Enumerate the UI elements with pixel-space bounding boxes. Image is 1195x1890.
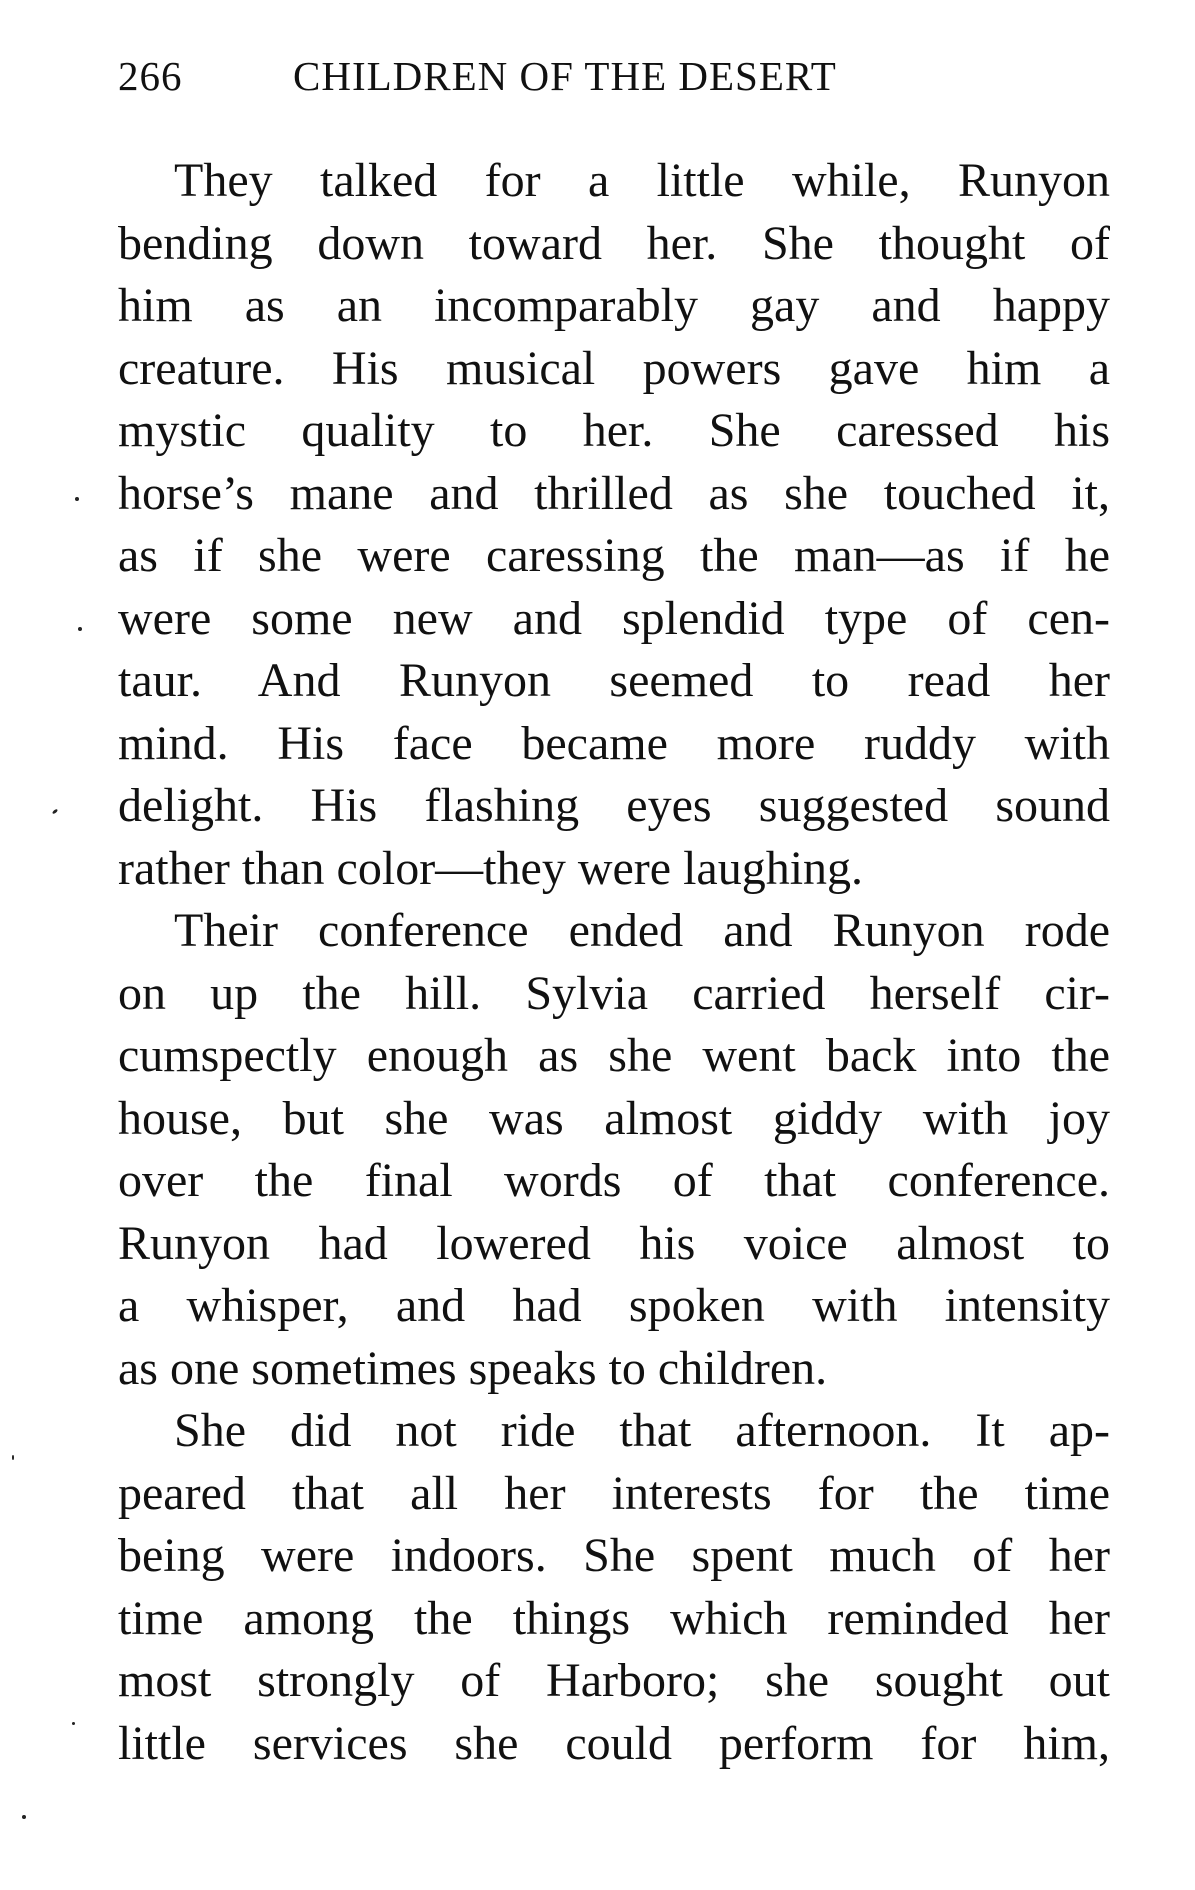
text-line: time among the things which reminded her [118, 1591, 1110, 1645]
text-line: They talked for a little while, Runyon [174, 154, 1110, 207]
paragraph-3 [118, 1400, 1110, 1775]
margin-speck [78, 627, 82, 631]
text-line: creature. His musical powers gave him a [118, 341, 1110, 395]
page-header [118, 52, 1078, 112]
text-line: over the final words of that conference. [118, 1154, 1110, 1207]
text-line: most strongly of Harboro; she sought out [118, 1654, 1110, 1707]
text-line: on up the hill. Sylvia carried herself cir- [118, 966, 1110, 1020]
paragraph-1 [118, 150, 1110, 900]
text-line: bending down toward her. She thought of [118, 216, 1110, 270]
paragraph-2 [118, 900, 1110, 1400]
margin-speck [52, 808, 59, 814]
text-line: Runyon had lowered his voice almost to [118, 1216, 1110, 1270]
margin-speck [22, 1815, 26, 1819]
margin-speck [75, 497, 79, 501]
text-line: taur. And Runyon seemed to read her [118, 654, 1110, 707]
text-line: were some new and splendid type of cen- [118, 591, 1110, 645]
text-line: She did not ride that afternoon. It ap- [174, 1404, 1110, 1457]
text-line: him as an incomparably gay and happy [118, 279, 1110, 332]
text-line: house, but she was almost giddy with joy [118, 1091, 1110, 1145]
text-line: delight. His flashing eyes suggested sound [118, 779, 1110, 832]
text-line: little services she could perform for him, [118, 1716, 1110, 1770]
text-line: mind. His face became more ruddy with [118, 716, 1110, 770]
text-line: Their conference ended and Runyon rode [174, 904, 1110, 957]
margin-speck [72, 1722, 75, 1725]
margin-speck [12, 1455, 14, 1460]
body-text [118, 150, 1110, 1775]
text-line: as one sometimes speaks to children. [118, 1341, 828, 1395]
text-line: cumspectly enough as she went back into the [118, 1029, 1110, 1082]
text-line: as if she were caressing the man—as if he [118, 529, 1110, 582]
text-line: mystic quality to her. She caressed his [118, 404, 1110, 457]
page-number: 266 [118, 53, 183, 99]
text-line: peared that all her interests for the time [118, 1466, 1110, 1520]
text-line: being were indoors. She spent much of her [118, 1529, 1110, 1582]
text-line: horse’s mane and thrilled as she touched it, [118, 466, 1110, 520]
text-line: rather than color—they were laughing. [118, 841, 864, 895]
text-line: a whisper, and had spoken with intensity [118, 1279, 1110, 1332]
running-title: CHILDREN OF THE DESERT [293, 53, 837, 99]
